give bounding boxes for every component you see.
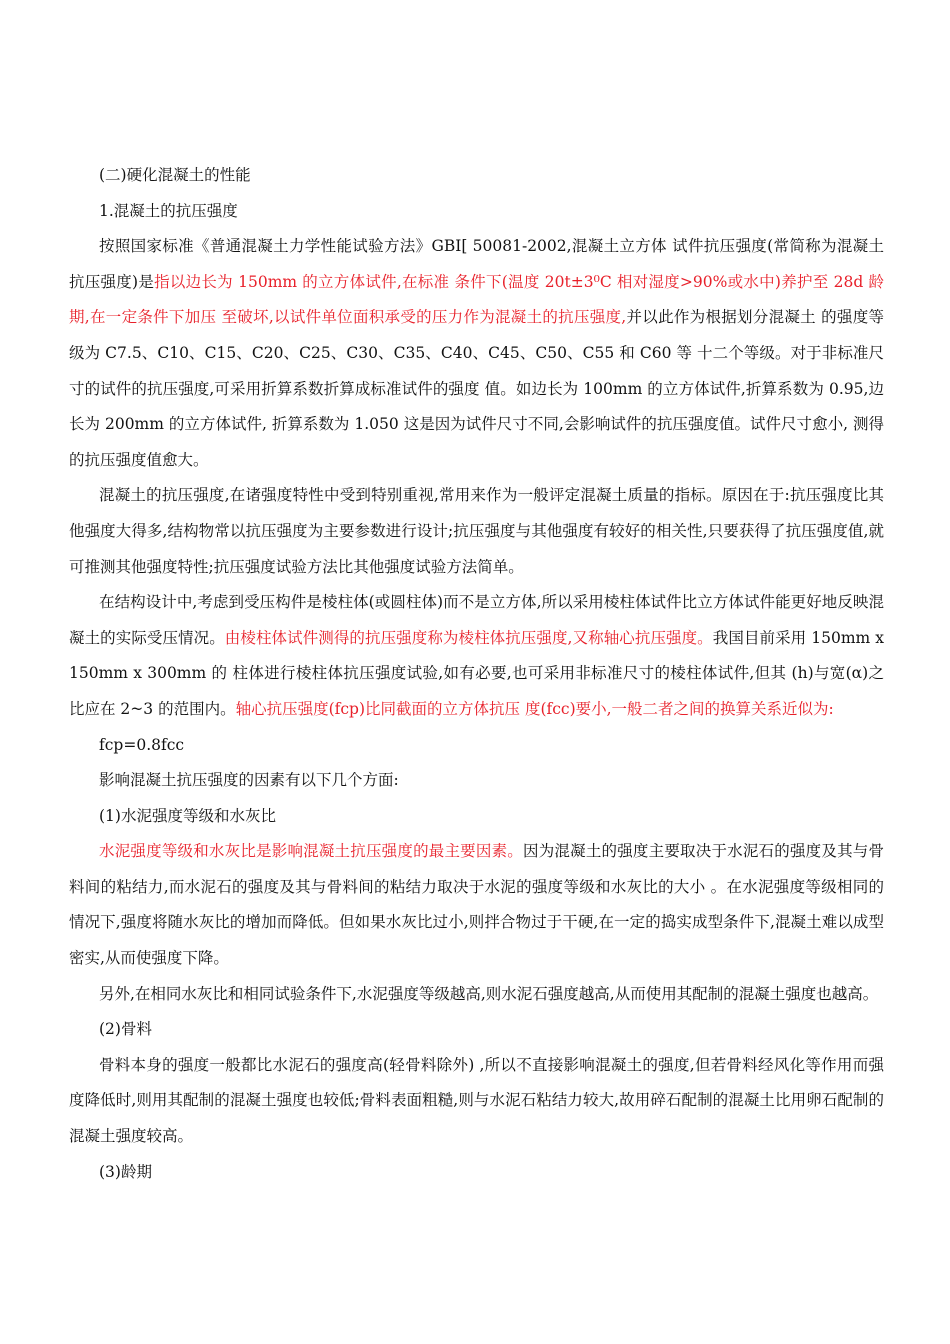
highlighted-main-factor: 水泥强度等级和水灰比是影响混凝土抗压强度的最主要因素。	[99, 842, 523, 861]
paragraph-text: 在结构设计中,考虑到受压构件是棱柱体(或圆柱体)而不是立方体,所以采用棱柱体试件比立方体试件能更好地反映混凝土的实际受压情况。	[69, 593, 884, 647]
paragraph-text: 按照国家标准《普通混凝土力学性能试验方法》GBI[ 50081-2002,混凝土立方体 试件抗压强度(常简称为混凝土抗压强度)是	[69, 237, 884, 291]
paragraph-standard-definition	[69, 229, 884, 478]
paragraph-importance: 混凝土的抗压强度,在诸强度特性中受到特别重视,常用来作为一般评定混凝土质量的指标。原因在于:抗压强度比其他强度大得多,结构物常以抗压强度为主要参数进行设计;抗压强度与其他强度有较好的相关性,只要获得了抗压强度值,就可推测其他强度特性;抗压强度试验方法比其他强度试验方法简单。	[69, 486, 884, 576]
factor-heading-cement-water-ratio: (1)水泥强度等级和水灰比	[99, 806, 276, 825]
factor-heading-age: (3)龄期	[99, 1162, 152, 1181]
section-heading-hardened-concrete: (二)硬化混凝土的性能	[99, 166, 251, 184]
paragraph-aggregate: 骨料本身的强度一般都比水泥石的强度高(轻骨料除外) ,所以不直接影响混凝土的强度,但若骨料经风化等作用而强度降低时,则用其配制的混凝土强度也较低;骨料表面粗糙,则与水泥石粘结力较大,故用碎石配制的混凝土比用卵石配制的混凝土强度较高。	[69, 1055, 884, 1146]
highlighted-definition: 指以边长为 150mm 的立方体试件,在标准 条件下(温度 20t±3⁰C 相对湿度>90%或水中)养护至 28d 龄期,在一定条件下加压 至破坏,以试件单位面积承受的压力作为混凝土的抗压强度,	[69, 272, 884, 327]
paragraph-text: 并以此作为根据划分混凝土 的强度等级为 C7.5、C10、C15、C20、C25、C30、C35、C40、C45、C50、C55 和 C60 等 十二个等级。对于非标准尺寸的试件的抗压强度,可采用折算系数折算成标准试件的强度 值。如边长为 100mm 的立方体试件,折算系数为 0.95,边长为 200mm 的立方体试件, 折算系数为 1.050 这是因为试件尺寸不同,会影响试件的抗压强度值。试件尺寸愈小, 测得的抗压强度值愈大。	[69, 308, 884, 469]
paragraph-cement-water-ratio	[69, 834, 884, 976]
highlighted-prism-definition: 由棱柱体试件测得的抗压强度称为棱柱体抗压强度,又称轴心抗压强度。	[224, 628, 713, 647]
highlighted-axial-relation: 轴心抗压强度(fcp)比同截面的立方体抗压 度(fcc)要小,一般二者之间的换算关系近似为:	[235, 699, 834, 718]
factor-heading-aggregate: (2)骨料	[99, 1020, 152, 1039]
document-body	[69, 158, 884, 1190]
factors-intro: 影响混凝土抗压强度的因素有以下几个方面:	[99, 771, 399, 790]
paragraph-text: 因为混凝土的强度主要取决于水泥石的强度及其与骨料间的粘结力,而水泥石的强度及其与骨料间的粘结力取决于水泥的强度等级和水灰比的大小 。在水泥强度等级相同的情况下,强度将随水灰比的增加而降低。但如果水灰比过小,则拌合物过于干硬,在一定的捣实成型条件下,混凝土难以成型密实,从而使强度下降。	[69, 842, 884, 968]
paragraph-prism-strength	[69, 585, 884, 727]
paragraph-text: 我国目前采用 150mm x 150mm x 300mm 的 柱体进行棱柱体抗压强度试验,如有必要,也可采用非标准尺寸的棱柱体试件,但其 (h)与宽(α)之比应在 2~3 的范围内。	[69, 628, 884, 718]
formula-line: fcp=0.8fcc	[99, 735, 185, 754]
paragraph-cement-grade: 另外,在相同水灰比和相同试验条件下,水泥强度等级越高,则水泥石强度越高,从而使用其配制的混凝土强度也越高。	[99, 984, 879, 1003]
subsection-heading-compressive-strength: 1.混凝土的抗压强度	[99, 201, 238, 220]
